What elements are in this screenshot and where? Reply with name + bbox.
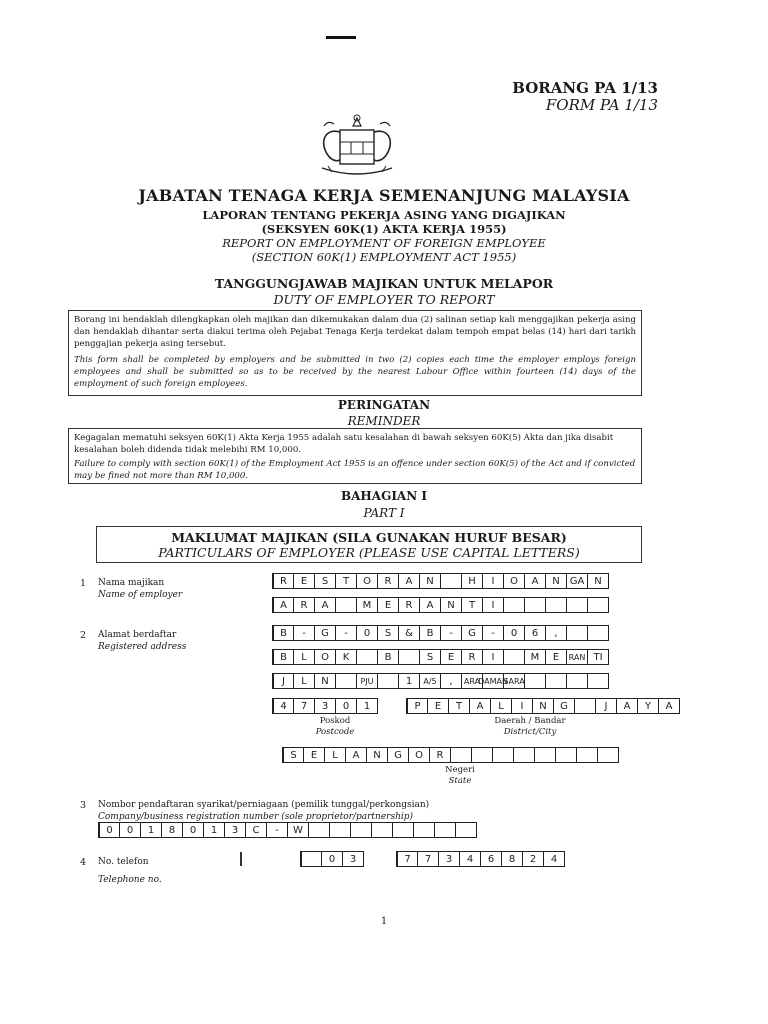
field-number: 3 — [80, 800, 87, 811]
char-box[interactable]: M — [356, 597, 378, 613]
char-box[interactable]: G — [314, 625, 336, 641]
phone-prefix-field[interactable] — [300, 851, 364, 867]
char-box[interactable]: 1 — [203, 822, 225, 838]
char-box[interactable]: - — [440, 625, 462, 641]
char-box[interactable]: R — [272, 573, 294, 589]
phone-number-field[interactable] — [396, 851, 565, 867]
char-box[interactable]: A — [272, 597, 294, 613]
char-box[interactable]: S — [419, 649, 441, 665]
char-box[interactable]: I — [482, 573, 504, 589]
char-box[interactable]: A — [419, 597, 441, 613]
char-box[interactable]: 0 — [335, 698, 357, 714]
char-box[interactable]: ARA — [461, 673, 483, 689]
duty-text-ms: Borang ini hendaklah dilengkapkan oleh majikan dan dikemukakan dalam dua (2) salinan setiap kali menggajikan pekerja asing dan hendaklah dihantar serta diakui terima oleh Pejabat Tenaga Kerja terdekat dalam tempoh empat belas (14) hari dari tarikh penggajian pekerja asing tersebut. — [74, 315, 636, 349]
char-box[interactable] — [440, 573, 462, 589]
char-box[interactable]: E — [440, 649, 462, 665]
char-box[interactable]: L — [293, 673, 315, 689]
char-box[interactable]: J — [595, 698, 617, 714]
employer-name-label-en: Name of employer — [98, 590, 183, 600]
char-box[interactable] — [503, 597, 525, 613]
char-box[interactable] — [566, 625, 588, 641]
char-box[interactable]: T — [461, 597, 483, 613]
part-label-en: PART I — [363, 506, 405, 520]
report-title-en-line2: (SECTION 60K(1) EMPLOYMENT ACT 1955) — [251, 250, 517, 264]
char-box[interactable]: S — [377, 625, 399, 641]
char-box[interactable] — [455, 822, 477, 838]
char-box[interactable]: 3 — [224, 822, 246, 838]
registration-label — [98, 799, 429, 823]
char-box[interactable] — [597, 747, 619, 763]
district-caption-en: District/City — [503, 727, 557, 737]
part-title-box — [96, 526, 642, 563]
char-box[interactable] — [555, 747, 577, 763]
char-box[interactable] — [524, 597, 546, 613]
report-title-en-line1: REPORT ON EMPLOYMENT OF FOREIGN EMPLOYEE — [222, 236, 546, 250]
address-label — [98, 629, 186, 653]
duty-notice-box — [68, 310, 642, 396]
char-box[interactable]: 3 — [314, 698, 336, 714]
phone-label-ms: No. telefon — [98, 857, 149, 867]
char-box[interactable]: 4 — [272, 698, 294, 714]
char-box[interactable] — [350, 822, 372, 838]
char-box[interactable]: 6 — [480, 851, 502, 867]
char-box[interactable]: I — [482, 649, 504, 665]
char-box[interactable] — [308, 822, 330, 838]
char-box[interactable]: N — [545, 573, 567, 589]
field-number: 2 — [80, 630, 87, 641]
char-box[interactable] — [398, 649, 420, 665]
char-box[interactable]: 7 — [417, 851, 439, 867]
char-box[interactable]: C — [245, 822, 267, 838]
char-box[interactable]: 4 — [459, 851, 481, 867]
address-line2[interactable] — [272, 649, 609, 665]
char-box[interactable]: 7 — [396, 851, 418, 867]
char-box[interactable] — [513, 747, 535, 763]
char-box[interactable]: G — [387, 747, 409, 763]
char-box[interactable] — [371, 822, 393, 838]
char-box[interactable]: L — [324, 747, 346, 763]
char-box[interactable]: A — [345, 747, 367, 763]
char-box[interactable] — [329, 822, 351, 838]
char-box[interactable]: 1 — [398, 673, 420, 689]
char-box[interactable]: - — [293, 625, 315, 641]
char-box[interactable]: N — [532, 698, 554, 714]
char-box[interactable]: Y — [637, 698, 659, 714]
char-box[interactable]: R — [293, 597, 315, 613]
char-box[interactable]: K — [335, 649, 357, 665]
char-box[interactable]: 1 — [140, 822, 162, 838]
char-box[interactable] — [566, 673, 588, 689]
char-box[interactable]: 8 — [161, 822, 183, 838]
report-title-en — [0, 236, 768, 264]
state-field[interactable] — [282, 747, 619, 763]
form-code-ms: BORANG PA 1/13 — [512, 79, 658, 97]
char-box[interactable]: R — [429, 747, 451, 763]
char-box[interactable]: TI — [587, 649, 609, 665]
department-title: JABATAN TENAGA KERJA SEMENANJUNG MALAYSIA — [138, 186, 630, 205]
page-number: 1 — [380, 916, 388, 927]
char-box[interactable] — [574, 698, 596, 714]
employer-name-label — [98, 577, 182, 601]
char-box[interactable]: O — [408, 747, 430, 763]
state-caption-en: State — [448, 776, 472, 786]
char-box[interactable]: A/5 — [419, 673, 441, 689]
char-box[interactable]: S — [282, 747, 304, 763]
duty-heading-en: DUTY OF EMPLOYER TO REPORT — [273, 292, 495, 307]
char-box[interactable] — [335, 597, 357, 613]
phone-separator-mark — [240, 852, 242, 866]
char-box[interactable]: A — [616, 698, 638, 714]
district-caption — [470, 716, 590, 738]
part-title-ms: MAKLUMAT MAJIKAN (SILA GUNAKAN HURUF BESAR) — [171, 530, 567, 545]
reminder-text-en: Failure to comply with section 60K(1) of the Employment Act 1955 is an offence under section 60K(5) of the Act and if convicted may be fined not more than RM 10,000. — [74, 459, 636, 481]
char-box[interactable]: S — [314, 573, 336, 589]
postcode-caption-en: Postcode — [315, 727, 355, 737]
char-box[interactable]: - — [482, 625, 504, 641]
char-box[interactable]: E — [377, 597, 399, 613]
char-box[interactable]: G — [553, 698, 575, 714]
address-label-en: Registered address — [98, 642, 187, 652]
char-box[interactable]: I — [482, 597, 504, 613]
char-box[interactable]: O — [356, 573, 378, 589]
char-box[interactable]: B — [272, 625, 294, 641]
char-box[interactable]: 0 — [503, 625, 525, 641]
char-box[interactable]: O — [314, 649, 336, 665]
char-box[interactable]: H — [461, 573, 483, 589]
district-field[interactable] — [406, 698, 680, 714]
duty-heading-ms: TANGGUNGJAWAB MAJIKAN UNTUK MELAPOR — [214, 276, 554, 291]
char-box[interactable] — [524, 673, 546, 689]
char-box[interactable]: N — [419, 573, 441, 589]
char-box[interactable] — [300, 851, 322, 867]
char-box[interactable]: 1 — [356, 698, 378, 714]
phone-label-en: Telephone no. — [98, 875, 162, 885]
char-box[interactable]: SARA — [503, 673, 525, 689]
address-label-ms: Alamat berdaftar — [98, 630, 177, 640]
field-number: 4 — [80, 857, 87, 868]
char-box[interactable]: 0 — [321, 851, 343, 867]
district-caption-ms: Daerah / Bandar — [494, 716, 566, 726]
char-box[interactable] — [471, 747, 493, 763]
reminder-notice-box — [68, 428, 642, 484]
char-box[interactable]: 6 — [524, 625, 546, 641]
char-box[interactable]: A — [658, 698, 680, 714]
char-box[interactable]: N — [366, 747, 388, 763]
char-box[interactable]: W — [287, 822, 309, 838]
char-box[interactable]: R — [398, 597, 420, 613]
char-box[interactable]: 0 — [356, 625, 378, 641]
char-box[interactable]: N — [587, 573, 609, 589]
char-box[interactable]: E — [303, 747, 325, 763]
char-box[interactable]: T — [335, 573, 357, 589]
employer-name-line2[interactable] — [272, 597, 609, 613]
form-code — [512, 80, 658, 114]
char-box[interactable]: 0 — [182, 822, 204, 838]
char-box[interactable]: N — [440, 597, 462, 613]
report-title-ms-line2: (SEKSYEN 60K(1) AKTA KERJA 1955) — [261, 222, 507, 236]
state-caption-ms: Negeri — [445, 765, 475, 775]
char-box[interactable]: 3 — [438, 851, 460, 867]
char-box[interactable]: RAN — [566, 649, 588, 665]
char-box[interactable] — [335, 673, 357, 689]
char-box[interactable]: B — [419, 625, 441, 641]
address-line3[interactable] — [272, 673, 609, 689]
postcode-caption — [290, 716, 380, 738]
char-box[interactable]: 0 — [98, 822, 120, 838]
char-box[interactable]: M — [524, 649, 546, 665]
char-box[interactable]: A — [314, 597, 336, 613]
char-box[interactable] — [545, 673, 567, 689]
char-box[interactable]: L — [490, 698, 512, 714]
char-box[interactable]: E — [545, 649, 567, 665]
reminder-heading-en: REMINDER — [347, 414, 421, 428]
char-box[interactable]: 4 — [543, 851, 565, 867]
char-box[interactable]: J — [272, 673, 294, 689]
char-box[interactable] — [534, 747, 556, 763]
char-box[interactable]: L — [293, 649, 315, 665]
char-box[interactable] — [377, 673, 399, 689]
char-box[interactable] — [587, 597, 609, 613]
form-code-en: FORM PA 1/13 — [545, 96, 658, 114]
char-box[interactable] — [434, 822, 456, 838]
char-box[interactable] — [566, 597, 588, 613]
char-box[interactable]: R — [377, 573, 399, 589]
char-box[interactable]: B — [272, 649, 294, 665]
char-box[interactable] — [492, 747, 514, 763]
char-box[interactable] — [392, 822, 414, 838]
coat-of-arms-logo — [312, 112, 402, 184]
char-box[interactable] — [576, 747, 598, 763]
char-box[interactable] — [450, 747, 472, 763]
char-box[interactable] — [413, 822, 435, 838]
char-box[interactable]: A — [524, 573, 546, 589]
char-box[interactable]: E — [293, 573, 315, 589]
char-box[interactable]: PJU — [356, 673, 378, 689]
char-box[interactable]: 8 — [501, 851, 523, 867]
address-line1[interactable] — [272, 625, 609, 641]
char-box[interactable]: & — [398, 625, 420, 641]
reminder-text-ms: Kegagalan mematuhi seksyen 60K(1) Akta Kerja 1955 adalah satu kesalahan di bawah seksyen 60K(5) Akta dan jika disabit kesalahan boleh didenda tidak melebihi RM 10,000. — [74, 433, 614, 455]
char-box[interactable]: A — [398, 573, 420, 589]
char-box[interactable]: O — [503, 573, 525, 589]
phone-label — [98, 856, 162, 886]
char-box[interactable]: A — [469, 698, 491, 714]
char-box[interactable]: R — [461, 649, 483, 665]
char-box[interactable]: P — [406, 698, 428, 714]
char-box[interactable]: DAMAN — [482, 673, 504, 689]
char-box[interactable]: - — [335, 625, 357, 641]
reminder-heading-ms: PERINGATAN — [337, 398, 431, 412]
char-box[interactable]: , — [440, 673, 462, 689]
employer-name-line1[interactable] — [272, 573, 609, 589]
top-mark — [326, 36, 356, 39]
registration-label-en: Company/business registration number (sole proprietor/partnership) — [98, 812, 414, 822]
char-box[interactable]: I — [511, 698, 533, 714]
char-box[interactable]: 0 — [119, 822, 141, 838]
char-box[interactable] — [356, 649, 378, 665]
employer-name-label-ms: Nama majikan — [98, 578, 165, 588]
part-label-ms: BAHAGIAN I — [340, 489, 428, 503]
char-box[interactable] — [587, 625, 609, 641]
char-box[interactable]: - — [266, 822, 288, 838]
field-number: 1 — [80, 578, 87, 589]
char-box[interactable] — [587, 673, 609, 689]
char-box[interactable]: 3 — [342, 851, 364, 867]
state-caption — [420, 765, 500, 787]
report-title-ms — [0, 208, 768, 236]
char-box[interactable] — [503, 649, 525, 665]
char-box[interactable]: 2 — [522, 851, 544, 867]
postcode-caption-ms: Poskod — [319, 716, 351, 726]
part-title-en: PARTICULARS OF EMPLOYER (PLEASE USE CAPITAL LETTERS) — [158, 545, 580, 560]
report-title-ms-line1: LAPORAN TENTANG PEKERJA ASING YANG DIGAJIKAN — [202, 208, 566, 222]
registration-label-ms: Nombor pendaftaran syarikat/perniagaan (pemilik tunggal/perkongsian) — [98, 800, 430, 810]
char-box[interactable]: GA — [566, 573, 588, 589]
registration-number-field[interactable] — [98, 822, 477, 838]
duty-text-en: This form shall be completed by employers and be submitted in two (2) copies each time the employer employs foreign employees and shall be submitted so as to be received by the nearest Labour Office within fourteen (14) days of the employment of such foreign employees. — [74, 355, 636, 389]
char-box[interactable]: , — [545, 625, 567, 641]
postcode-field[interactable] — [272, 698, 378, 714]
char-box[interactable]: G — [461, 625, 483, 641]
char-box[interactable]: T — [448, 698, 470, 714]
char-box[interactable]: N — [314, 673, 336, 689]
char-box[interactable]: E — [427, 698, 449, 714]
char-box[interactable] — [545, 597, 567, 613]
char-box[interactable]: 7 — [293, 698, 315, 714]
char-box[interactable]: B — [377, 649, 399, 665]
